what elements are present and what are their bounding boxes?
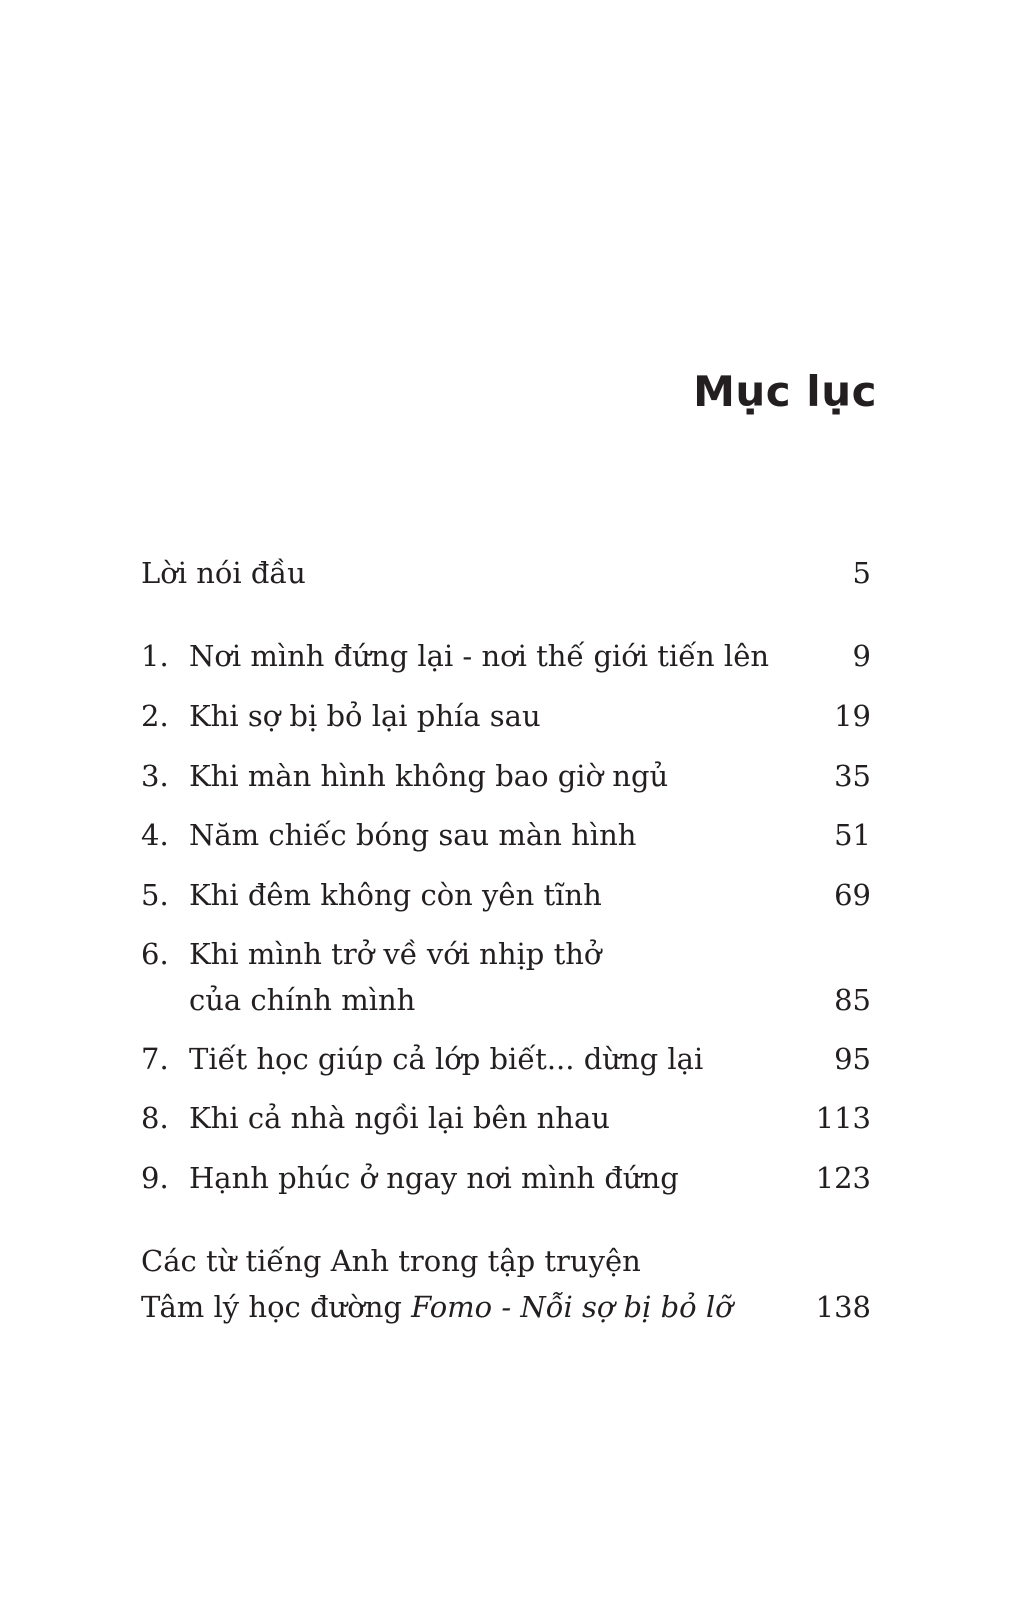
toc-entry-page: 35: [834, 759, 871, 793]
toc-entry-title: Nơi mình đứng lại - nơi thế giới tiến lên: [189, 639, 770, 673]
toc-entry-number: 9.: [141, 1161, 169, 1195]
toc-entry-title: Khi đêm không còn yên tĩnh: [189, 878, 602, 912]
toc-entry-page: 95: [834, 1042, 871, 1076]
toc-entry-page: 19: [834, 699, 871, 733]
toc-entry-title-line2-regular: Tâm lý học đường: [141, 1290, 412, 1324]
toc-entry-title: Năm chiếc bóng sau màn hình: [189, 818, 637, 852]
toc-entry-page: 9: [852, 639, 871, 673]
toc-entry-number: 4.: [141, 818, 169, 852]
toc-entry-title: Khi màn hình không bao giờ ngủ: [189, 759, 669, 793]
toc-entry-page: 113: [815, 1101, 871, 1135]
toc-entry-title: Lời nói đầu: [141, 556, 306, 590]
toc-entry-number: 6.: [141, 937, 169, 971]
toc-entry-title: Các từ tiếng Anh trong tập truyện: [141, 1244, 641, 1278]
toc-entry-title: Khi cả nhà ngồi lại bên nhau: [189, 1101, 610, 1135]
toc-entry-page: 5: [852, 556, 871, 590]
page-title: Mục lục: [693, 367, 877, 416]
toc-entry-title-line2-italic: Fomo - Nỗi sợ bị bỏ lỡ: [411, 1290, 733, 1324]
toc-entry-title: Khi mình trở về với nhịp thở: [189, 937, 602, 971]
toc-entry-title-line2: của chính mình: [189, 983, 416, 1017]
toc-entry-number: 7.: [141, 1042, 169, 1076]
toc-entry-number: 1.: [141, 639, 169, 673]
toc-entry-number: 5.: [141, 878, 169, 912]
toc-entry-title: Tiết học giúp cả lớp biết... dừng lại: [189, 1042, 704, 1076]
toc-entry-title: Hạnh phúc ở ngay nơi mình đứng: [189, 1161, 679, 1195]
toc-entry-title: Khi sợ bị bỏ lại phía sau: [189, 699, 541, 733]
toc-entry-number: 8.: [141, 1101, 169, 1135]
toc-entry-title-line2: [141, 1284, 733, 1330]
toc-entry-page: 138: [815, 1290, 871, 1324]
toc-entry-page: 69: [834, 878, 871, 912]
toc-entry-page: 51: [834, 818, 871, 852]
toc-entry-page: 85: [834, 983, 871, 1017]
toc-entry-page: 123: [815, 1161, 871, 1195]
toc-entry-number: 2.: [141, 699, 169, 733]
toc-entry-number: 3.: [141, 759, 169, 793]
